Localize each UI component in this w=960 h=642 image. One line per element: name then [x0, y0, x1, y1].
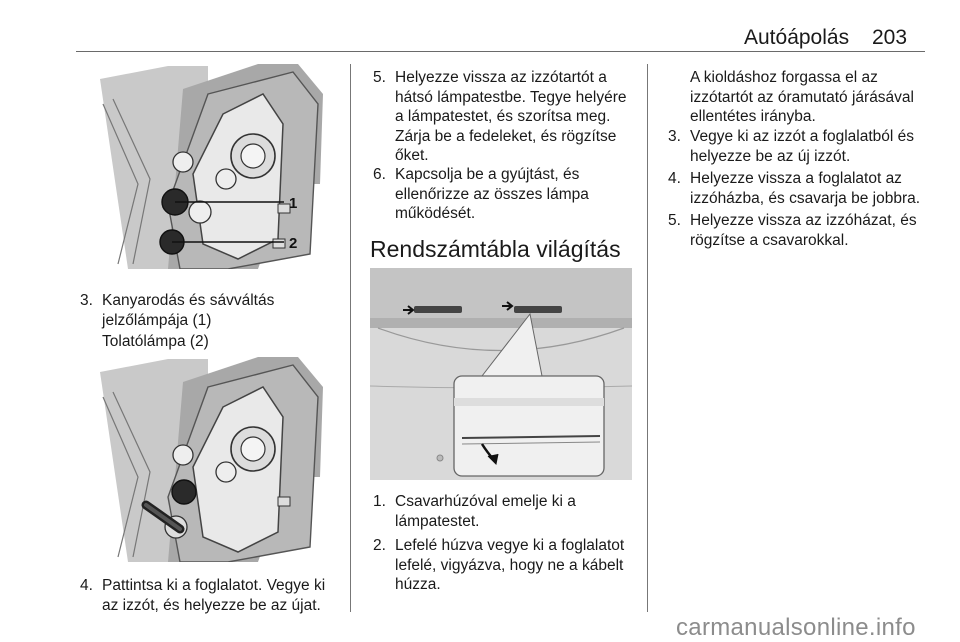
text-line: helyezze be az új izzót.: [690, 147, 851, 165]
step-4-plate: [668, 169, 953, 209]
step-6-taillamp: [373, 165, 641, 225]
text-line: lefelé, vigyázva, hogy ne a kábelt: [395, 556, 624, 574]
text-line: Lefelé húzva vegye ki a foglalatot: [395, 537, 625, 554]
column-divider-2: [647, 64, 648, 612]
step-number: 4.: [668, 170, 681, 187]
page-header-title: Autóápolás: [744, 26, 850, 49]
text-line: Vegye ki az izzót a foglalatból és: [690, 128, 915, 145]
callout-2: 2: [289, 235, 298, 252]
text-line: Pattintsa ki a foglalatot. Vegye ki: [102, 577, 326, 594]
text-line: Helyezze vissza az izzóházat, és: [690, 212, 917, 229]
step-3-taillamp: [80, 291, 342, 331]
watermark: carmanualsonline.info: [676, 614, 916, 641]
text-line: izzótartót az óramutató járásával: [690, 88, 914, 106]
text-line: Kanyarodás és sávváltás: [102, 292, 275, 309]
text-line: Helyezze vissza a foglalatot az: [690, 170, 902, 187]
step-number: 2.: [373, 537, 386, 554]
text-line: lámpatestet.: [395, 512, 480, 530]
text-line: A kioldáshoz forgassa el az: [690, 69, 878, 86]
header-rule: [76, 51, 925, 52]
step-number: 4.: [80, 577, 93, 594]
step-number: 3.: [80, 292, 93, 309]
text-line: Csavarhúzóval emelje ki a: [395, 493, 576, 510]
step-4-taillamp: [80, 576, 346, 616]
step-5-plate: [668, 211, 953, 251]
section-title: Rendszámtábla világítás: [370, 236, 621, 262]
text-line: őket.: [395, 147, 429, 164]
col3-intro: [690, 68, 950, 127]
step-number: 1.: [373, 493, 386, 510]
step-number: 6.: [373, 166, 386, 183]
text-line: a lámpatestet, és szorítsa meg.: [395, 108, 611, 125]
tail-lamp-figure-1: [88, 64, 328, 269]
step-1-plate: [373, 492, 641, 532]
page-number: 203: [872, 26, 908, 49]
callout-1: 1: [289, 195, 298, 212]
text-line: húzza.: [395, 576, 441, 593]
text-line: Helyezze vissza az izzótartót a: [395, 69, 607, 86]
step-5-taillamp: [373, 68, 641, 168]
column-divider-1: [350, 64, 351, 612]
text-line: rögzítse a csavarokkal.: [690, 231, 849, 249]
text-line: az izzót, és helyezze be az újat.: [102, 596, 321, 614]
text-line: ellenőrizze az összes lámpa: [395, 185, 589, 203]
step-number: 5.: [668, 212, 681, 229]
text-line: ellentétes irányba.: [690, 108, 816, 125]
step-number: 3.: [668, 128, 681, 145]
step-3-plate: [668, 127, 953, 167]
text-line: működését.: [395, 205, 476, 222]
text-line: Zárja be a fedeleket, és rögzítse: [395, 127, 617, 145]
text-line: hátsó lámpatestbe. Tegye helyére: [395, 88, 627, 106]
step-number: 5.: [373, 69, 386, 86]
step-2-plate: [373, 536, 643, 596]
text-line: izzóházba, és csavarja be jobbra.: [690, 189, 921, 207]
text-line: Kapcsolja be a gyújtást, és: [395, 166, 580, 183]
tail-lamp-figure-2: [88, 357, 328, 562]
step-3-sub: Tolatólámpa (2): [102, 333, 209, 350]
license-plate-figure: [370, 268, 632, 480]
text-line: jelzőlámpája (1): [102, 311, 212, 329]
